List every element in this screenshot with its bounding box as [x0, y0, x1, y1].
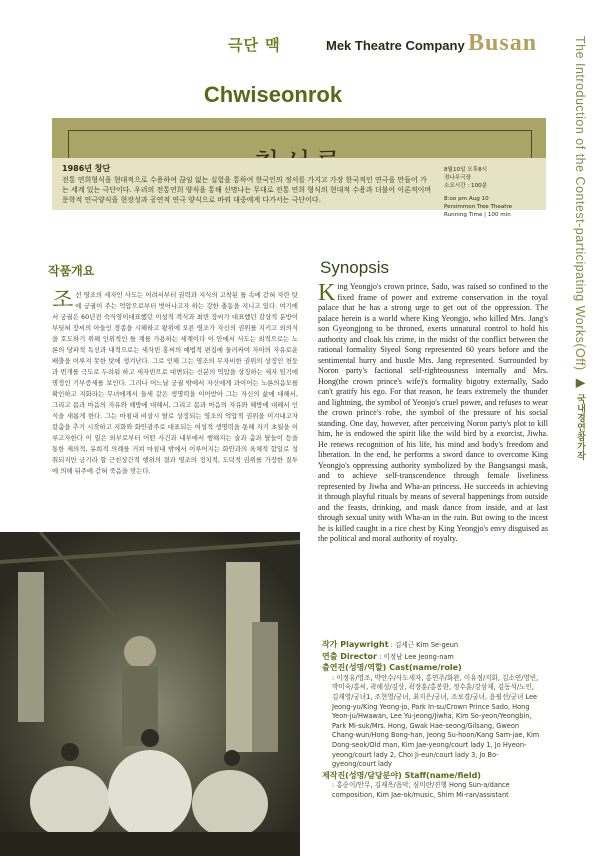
- side-title-arrow: ▶: [573, 374, 587, 391]
- performance-date-en: 8:oo pm Aug 10: [444, 196, 489, 202]
- synopsis-korean: [52, 287, 298, 477]
- side-title-english: The Introduction of the Contest-participating Works(Off): [573, 36, 587, 371]
- cast-label: 출연진(성명/역할) Cast(name/role): [322, 663, 462, 673]
- drop-cap-korean: 조: [52, 287, 74, 312]
- staff-label: 제작진(성명/담당분야) Staff(name/field): [322, 770, 481, 780]
- stage-scene-illustration: [0, 532, 300, 856]
- company-name: Mek Theatre Company: [326, 38, 465, 53]
- credit-staff: [322, 771, 542, 801]
- city-name: Busan: [468, 30, 538, 56]
- synopsis-english: [318, 282, 548, 545]
- synopsis-heading-english: Synopsis: [320, 258, 389, 277]
- company-description: 전통 연희형식을 현대적으로 수용하여 끊임 없는 실험을 통하여 한국인의 정서를 가지고 가장 한국적인 연극을 만들어 가는 세계 있는 극단이다. 우리의 전통연희 양식을 통해 신명나는 무대로 전통 연희 형식의 현대적 수용과 더불어 이론적이며 문학적 연극양식을 현장성과 공연적 연극 양식으로 바꿔 대중에게 다가서는 극단이다.: [62, 176, 432, 204]
- performance-venue-kr: 경나무극장: [444, 175, 472, 181]
- credit-director: [322, 652, 542, 663]
- synopsis-heading-korean: 작품개요: [48, 264, 95, 278]
- director-label: 연출 Director: [322, 651, 378, 661]
- company-info: [62, 164, 432, 205]
- credit-playwright: [322, 640, 542, 651]
- director-value: : 이정남 Lee Jeong-nam: [379, 652, 454, 661]
- side-title-korean: 국내경연참가작: [575, 394, 585, 461]
- staff-value: : 홍승이/안무, 김재옥/음악, 심미란/진행 Hong Sun-a/dance composition, Kim Jae-ok/music, Shim Mi-ran/assistant: [332, 781, 510, 799]
- synopsis-korean-text: 선 영조의 세자인 사도는 어려서부터 권력과 지식의 고착된 틀 속에 갇혀 자란 탓에 궁궐이 주는 억압으로부터 벗어나고자 하는 강한 충동을 지니고 있다. 여기에서 궁궐은 60년전 숙식영이대표했던 이성적 격식과 최빈 장씨가 대표했던 감상적 분방이 부딪혀 장씨의 아들인 경종을 시해하고 왕위에 오른 영조가 자신의 권위를 지키고 외의식을 호도하기 위해 인위적인 틀 계를 가용하는 세계이다 이 안에서 사도는 외적으로는 노론의 당파적 독선과 내적으로는 세자빈 홍씨의 예법적 편집에 둘러싸여 자아의 자유로운 배출을 이루지 못한 탓에 생겨난다. 그로 인해 그는 영조의 무자비한 권위의 상징인 천둥과 번개를 극도로 두려워 하고 세자빈으로 대변되는 신분의 억압을 상징하는 세자 임기에 명정인 기부증세를 보인다. 그러나 어느날 궁궐 밖에서 자신에게 과이어는 노론의음모를 확인하고 지화라는 무녀에게서 들세 같은 생명력을 이어받아 그는 자신의 삶에 대해서, 그리고 몸과 마음의 자유와 해방에 대해서, 그리고 몸과 마음의 자유와 해방에 대해서 인식을 새롭게 한다. 그는 마침내 비상시 탈로 상징되는 영조의 억압적 권위을 이겨내고자 칼춤을 추기 시작하고 지화와 화안광주로 대표되는 여성적 생명력을 통해 자기 초월을 이루고자한다 이 일은 외부로부터 어떤 사건과 내부에서 행해지는 술과 춤과 탈놀이 등을 통한 제의적, 유희적 의례를 거쳐 마침내 밖에서 이루어지는 화안과의 육체적 합일로 성취되지만 금기라 할 근친상간적 행위의 결과 영조의 정치적, 도덕적 권위를 가장한 질투에 의해 뒤주에 갇혀 죽음을 맞는다.: [52, 291, 298, 475]
- company-logo-korean: 극단 맥: [228, 36, 281, 54]
- playwright-label: 작가 Playwright: [322, 640, 389, 649]
- drop-cap-english: K: [318, 280, 336, 306]
- credit-cast: [322, 663, 542, 770]
- performance-date-kr: 8월10일 오후8시: [444, 167, 488, 173]
- section-side-title: [560, 36, 588, 736]
- founding-year: 1986년 창단: [62, 164, 111, 173]
- cast-value: : 이정유/영조, 박안수/사도세자, 홍연주/화완, 이유정/지화, 김소연/영빈, 박미숙/홍씨, 곽해성/김상, 곽장훈/홍봉한, 정수훈/강삼재, 김동석/노인, 김재영/궁녀1, 조현영/궁녀, 최지은/궁녀, 조보경/궁녀, 윤필선/궁녀 Lee Jeong-yu/King Yeong-jo, Park In-su/Crown Prince Sado, Hong Yeon-ju/Hwawan, Lee Yu-jeong/Jiwha, Kim So-yeon/Yeongbin, Park Mi-suk/Mrs. Hong, Gwak Hae-seong/Gilsang, Gweon Chang-wun/Hong Bong-han, Jeong Su-hoon/Kang Sam-jae, Kim Dong-seok/Old man, Kim Jae-yeong/court lady 1, Jo Hyeon-yeong/court lady 2, Choi Ji-eun/court lady 3, Jo Bo-gyeong/court lady: [332, 673, 540, 769]
- playwright-value: : 김세근 Kim Se-geun: [390, 641, 459, 649]
- performance-photo: [0, 532, 300, 856]
- running-time-en: Running Time | 100 min: [444, 212, 511, 218]
- performance-info: [444, 166, 542, 219]
- synopsis-english-text: ing Yeongjo's crown prince, Sado, was raised so confined to the fixed frame of power and extreme conservation in the royal palace that he has a strong urge to get out of the oppression. The palace herein is a world where King Yeongjo, who killed Mrs. Jang's son Gyeongjong to be throned, exerts unnatural control to hold his authority and cloak his crime, in the midst of the conflict between the rational formality Siyeol Song represented 60 years before and the sentimental hurry and bustle Mrs. Jang represented. Surrounded by Noron party's factional self-righteousness internally and Mrs. Hong(the crown prince's wife)'s formality bigotry externally, Sado can't gratify his ego. For that reason, he fears extremely the thunder and lightning, the symbol of Yeonjo's cruel power, and refuses to wear the crown prince's robe, the symbol of the pressure of his social standing. One day, however, after perceiving Noron party's plot to kill him, he is endowed the spirit like the wild bird by a exorcist, Jiwha. He renews recognition of his life, his mind and body's freedom and liberation. In the end, he performs a sword dance to overcome King Yeongjo's oppressing authority symbolized by the Bangsangsi mask, and to achieve self-transcendence through female liveliness represented by Jiwha and Wha-an princess. He succeeds in achieving it through playful rituals by means of several happenings from outside and the feasts, drinking, and mask dance from inside, and at last through sexual unity with Wha-an in the rain. But owing to the incest he is killed caught in a rice chest by King Yeongjo's envy disguised as the political and moral authority of royalty.: [318, 282, 548, 543]
- play-title-english: Chwiseonrok: [203, 82, 343, 107]
- running-time-kr: 소요시간 : 100분: [444, 183, 488, 189]
- performance-venue-en: Persimmon Tree Theatre: [444, 204, 513, 210]
- credits: [322, 640, 542, 802]
